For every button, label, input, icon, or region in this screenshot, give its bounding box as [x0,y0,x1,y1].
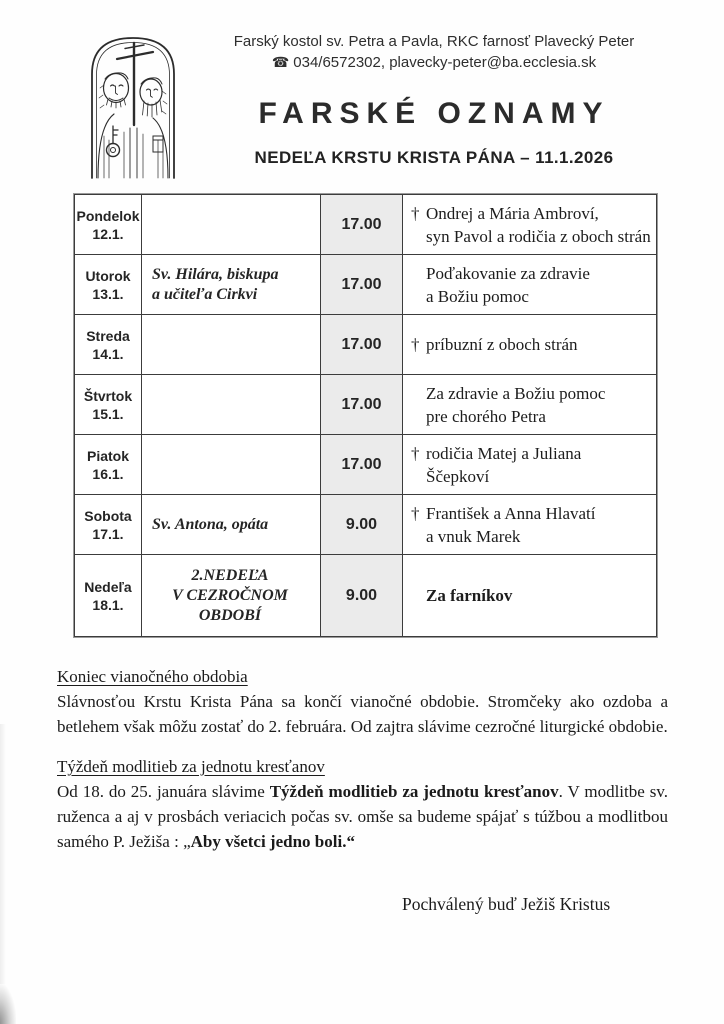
time-cell: 17.00 [321,375,403,435]
cross-icon: † [411,335,420,354]
intention-line [411,442,652,465]
day-name: Piatok [86,447,129,464]
cross-icon [411,584,426,607]
day-name: Pondelok [76,207,140,224]
feast-cell [142,435,321,495]
day-name: Sobota [84,507,132,524]
day-name: Utorok [85,267,131,284]
notice-heading: Týždeň modlitieb za jednotu kresťanov [57,757,325,776]
feast-line: OBDOBÍ [198,606,262,624]
intention-text: Ondrej a Mária Ambroví, [426,203,599,223]
intention-cell [403,375,657,435]
notice-text-segment: Od 18. do 25. januára slávime [57,782,270,801]
day-name: Nedeľa [84,578,132,595]
header [0,0,724,180]
cross-icon: † [411,503,420,523]
day-cell [75,375,142,435]
intention-line [411,584,652,607]
notice-text-segment-bold: Týždeň modlitieb za jednotu kresťanov [269,782,559,801]
phone-icon: ☎ [271,54,290,70]
header-text-block [182,28,686,180]
day-date: 12.1. [92,225,124,242]
time-cell: 17.00 [321,435,403,495]
cross-icon [411,382,426,405]
time-cell: 17.00 [321,195,403,255]
intention-text: Za zdravie a Božiu pomoc [426,383,606,403]
table-row [75,255,657,315]
mass-schedule-table-frame [73,193,658,638]
saints-engraving-image [84,28,182,180]
notice-body [57,779,668,854]
intention-line [411,502,652,525]
page-title: FARSKÉ OZNAMY [258,97,610,130]
feast-line: Sv. Hilára, biskupa [152,265,279,283]
notice-heading: Koniec vianočného obdobia [57,667,248,686]
day-date: 16.1. [92,465,124,482]
intention-cell [403,315,657,375]
intention-cell [403,195,657,255]
day-date: 15.1. [92,405,124,422]
day-cell [75,255,142,315]
intention-cell [403,255,657,315]
time-cell: 9.00 [321,555,403,637]
feast-line: Sv. Antona, opáta [152,515,269,533]
scan-edge-shadow [0,724,6,984]
intention-line [411,382,652,405]
feast-cell [142,375,321,435]
feast-line: V CEZROČNOM [172,586,288,604]
table-row [75,435,657,495]
day-date: 17.1. [92,525,124,542]
intention-line: syn Pavol a rodičia z oboch strán [426,226,651,246]
time-cell: 17.00 [321,315,403,375]
feast-cell [142,495,321,555]
notice-text-segment-bold: Aby všetci jedno boli.“ [190,832,355,851]
intention-text: Za farníkov [426,586,513,605]
day-name: Streda [86,327,130,344]
day-cell [75,195,142,255]
intention-line: Ščepkoví [426,466,490,486]
notice-body: Slávnosťou Krstu Krista Pána sa končí vianočné obdobie. Stromčeky ako ozdoba a betlehem však môžu zostať do 2. februára. Od zajtra slávime cezročné liturgické obdobie. [57,692,668,736]
table-row [75,495,657,555]
day-cell [75,495,142,555]
day-name: Štvrtok [83,387,133,404]
notices-section [57,664,668,854]
notice-text-segment: . V modlitbe sv. ruženca a aj v prosbách veriacich počas sv. omše sa budeme spájať s túžbou a modlitbou samého P. Ježiša : „ [57,782,668,851]
day-date: 14.1. [92,345,124,362]
time-cell: 9.00 [321,495,403,555]
day-cell [75,555,142,637]
intention-cell [403,435,657,495]
intention-text: Poďakovanie za zdravie [426,263,590,283]
contact-line [182,52,686,73]
intention-cell [403,555,657,637]
notice-week-of-prayer [57,754,668,854]
feast-cell [142,315,321,375]
intention-line [411,262,652,285]
feast-line: 2.NEDEĽA [191,566,269,584]
table-row [75,315,657,375]
intention-line: a vnuk Marek [426,526,521,546]
intention-line: pre chorého Petra [426,406,546,426]
closing-line: Pochválený buď Ježiš Kristus [402,894,611,914]
scan-corner-smudge [0,984,16,1024]
saints-peter-paul-engraving [84,28,182,180]
day-date: 18.1. [92,596,124,613]
day-cell [75,315,142,375]
intention-line: a Božiu pomoc [426,286,529,306]
day-date: 13.1. [92,285,124,302]
intention-text: rodičia Matej a Juliana [426,443,582,463]
church-name-line: Farský kostol sv. Petra a Pavla, RKC farnosť Plavecký Peter [233,33,635,50]
feast-cell [142,195,321,255]
page-subtitle: NEDEĽA KRSTU KRISTA PÁNA – 11.1.2026 [254,148,614,167]
table-row [75,375,657,435]
intention-text: František a Anna Hlavatí [426,503,596,523]
feast-cell [142,555,321,637]
table-row [75,555,657,637]
feast-cell [142,255,321,315]
cross-icon [411,262,426,285]
cross-icon: † [411,443,420,463]
intention-cell [403,495,657,555]
contact-text: 034/6572302, plavecky-peter@ba.ecclesia.sk [293,54,597,71]
intention-text: príbuzní z oboch strán [426,335,578,354]
intention-line [411,202,652,225]
table-row [75,195,657,255]
intention-line [411,333,652,356]
feast-line: a učiteľa Cirkvi [152,285,258,303]
day-cell [75,435,142,495]
cross-icon: † [411,203,420,223]
time-cell: 17.00 [321,255,403,315]
notice-end-of-christmas [57,664,668,739]
mass-schedule-table [74,194,657,637]
